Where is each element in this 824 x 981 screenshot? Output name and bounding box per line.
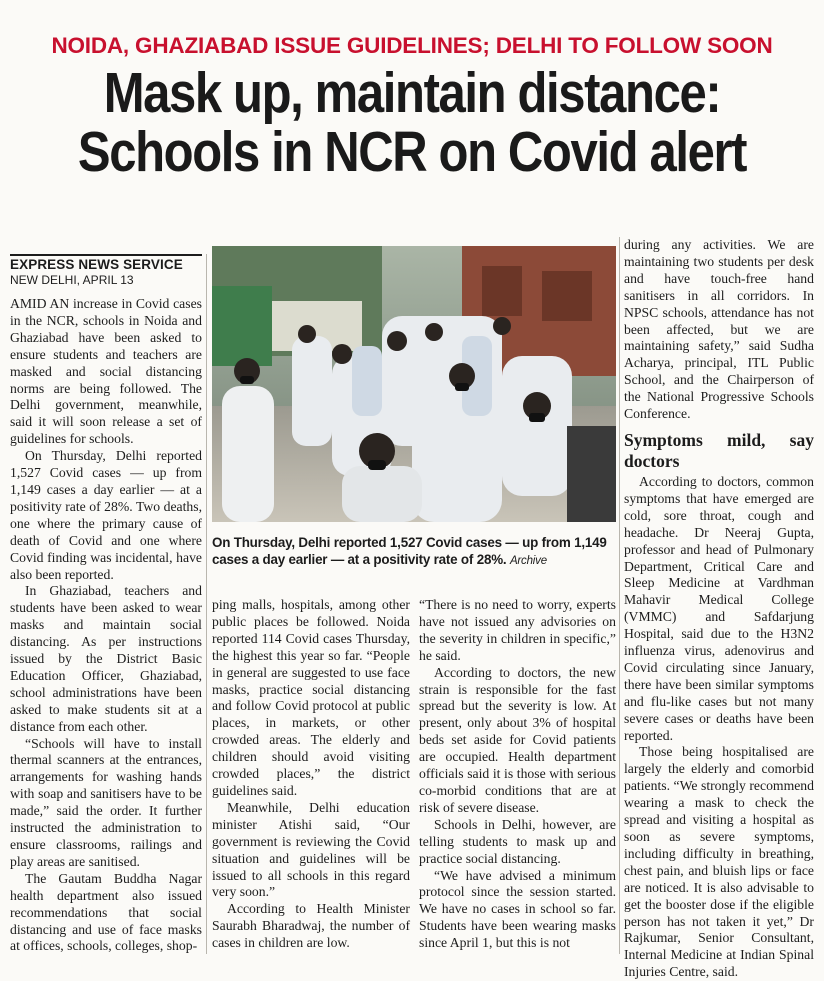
paragraph: According to Health Minister Saurabh Bharadwaj, the number of cases in children are low. bbox=[212, 901, 410, 951]
paragraph: The Gautam Buddha Nagar health department also issued recommendations that social distancing and use of face masks at offices, schools, colleges, shop- bbox=[10, 870, 202, 954]
main-headline bbox=[6, 61, 818, 184]
column-rule bbox=[619, 237, 620, 954]
paragraph: According to doctors, the new strain is responsible for the fast spread but the severity is low. At present, only about 3% of hospital beds set aside for Covid patients are occupied. Health department officials said it is those with serious co-morbid conditions that are at risk of severe disease. bbox=[419, 664, 616, 815]
column-rule bbox=[206, 254, 207, 954]
paragraph: AMID AN increase in Covid cases in the NCR, schools in Noida and Ghaziabad have been asked to ensure students and teachers are masked and social distancing norms are being followed. The Delhi government, meanwhile, said it will soon release a set of guidelines for schools. bbox=[10, 296, 202, 447]
paragraph: According to doctors, common symptoms that have emerged are cold, sore throat, cough and headache. Dr Neeraj Gupta, professor and head of Pulmonary Department, Critical Care and Sleep Medicine at Vardhman Mahavir Medical College (VMMC) and Safdarjung Hospital, said due to the H3N2 influenza virus, adenovirus and Covid circulating since January, there have been similar symptoms and flu-like cases but not many severe cases or deaths have been reported. bbox=[624, 473, 814, 743]
photo-caption bbox=[212, 534, 616, 570]
news-photo bbox=[212, 246, 616, 522]
article-column-3 bbox=[419, 597, 616, 952]
students-with-masks-photo bbox=[212, 246, 616, 522]
paragraph: On Thursday, Delhi reported 1,527 Covid cases — up from 1,149 cases a day earlier — at a positivity rate of 28%. Two deaths, one where the primary cause of death of Covid and one where Covid finding was incidental, have also been reported. bbox=[10, 448, 202, 582]
paragraph: “Schools will have to install thermal scanners at the entrances, arrangements for washing hands with soap and sanitisers have to be made,” said the order. It further instructed the administration to ensure classrooms, railings and play areas are sanitised. bbox=[10, 735, 202, 869]
kicker-headline: NOIDA, GHAZIABAD ISSUE GUIDELINES; DELHI TO FOLLOW SOON bbox=[51, 33, 773, 58]
article-column-1 bbox=[10, 254, 202, 955]
subheading: Symptoms mild, say doctors bbox=[624, 429, 814, 471]
paragraph: Meanwhile, Delhi education minister Atishi said, “Our government is reviewing the Covid situation and guidelines will be issued to all schools in this regard very soon.” bbox=[212, 799, 410, 900]
article-column-2 bbox=[212, 597, 410, 952]
paragraph: Those being hospitalised are largely the elderly and comorbid patients. “We strongly recommend wearing a mask to check the spread and visiting a hospital as soon as severe symptoms, including difficulty in breathing, chest pain, and bluish lips or face are noticed. It is also advisable to get the booster dose if the eligible person has not taken it yet,” Dr Rajkumar, Senior Consultant, Internal Medicine at Indian Spinal Injuries Centre, said. bbox=[624, 744, 814, 980]
byline: EXPRESS NEWS SERVICE bbox=[10, 254, 202, 273]
paragraph: Schools in Delhi, however, are telling students to mask up and practice social distancing. bbox=[419, 816, 616, 866]
paragraph: ping malls, hospitals, among other public places be followed. Noida reported 114 Covid cases Thursday, the highest this year so far. “People in general are suggested to use face masks, practice social distancing and follow Covid protocol at public places, in markets, or other crowded areas. The elderly and children should avoid visiting crowded places,” the district guidelines said. bbox=[212, 597, 410, 798]
paragraph: “There is no need to worry, experts have not issued any advisories on the severity in children in specific,” he said. bbox=[419, 597, 616, 663]
photo-credit: Archive bbox=[509, 555, 547, 567]
paragraph: In Ghaziabad, teachers and students have been asked to wear masks and maintain social distancing. As per instructions issued by the District Basic Education Officer, Ghaziabad, school administrations have been asked to make students sit at a distance from each other. bbox=[10, 583, 202, 734]
caption-text: On Thursday, Delhi reported 1,527 Covid cases — up from 1,149 cases a day earlier — at a positivity rate of 28%. bbox=[212, 535, 607, 567]
dateline: NEW DELHI, APRIL 13 bbox=[10, 273, 134, 287]
headline-line-1: Mask up, maintain distance: bbox=[103, 61, 721, 125]
headline-line-2: Schools in NCR on Covid alert bbox=[77, 120, 747, 184]
paragraph: “We have advised a minimum protocol since the session started. We have no cases in school so far. Students have been wearing masks since April 1, but this is not bbox=[419, 867, 616, 951]
article-column-4 bbox=[624, 237, 814, 981]
paragraph: during any activities. We are maintaining two students per desk and have touch-free hand sanitisers in all corridors. In NPSC schools, attendance has not been affected, but we are maintaining safety,” said Sudha Acharya, principal, ITL Public School, and the Chairperson of the National Progressive Schools Conference. bbox=[624, 237, 814, 422]
